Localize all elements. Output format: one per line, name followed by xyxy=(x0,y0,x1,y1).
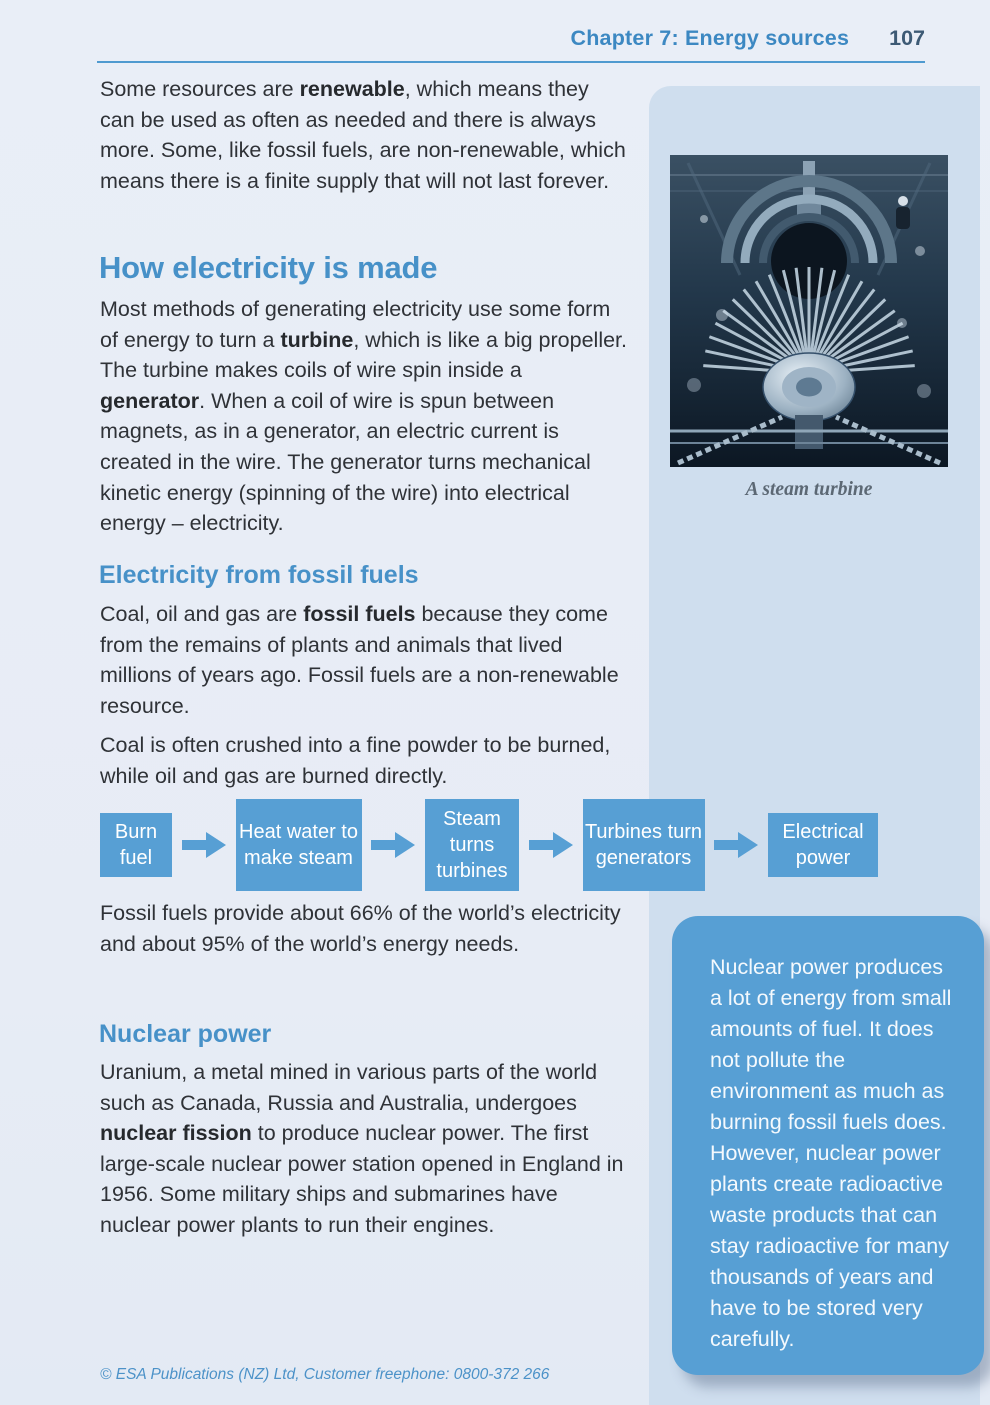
body-text: . When a coil of wire is spun between magnets, as in a generator, an electric current is created in the wire. The generator turns mechanical kinetic energy (spinning of the wire) into electrical energy – electricity. xyxy=(100,388,591,536)
arrow-right-icon xyxy=(182,832,226,858)
body-text: Most methods of generating electricity use some form of energy to turn a xyxy=(100,297,611,352)
flow-diagram xyxy=(100,799,878,891)
page-header xyxy=(97,26,925,51)
steam-turbine-photo xyxy=(670,155,948,467)
keyword-nuclear-fission: nuclear fission xyxy=(100,1121,252,1146)
fossil-paragraph-1 xyxy=(100,599,632,721)
body-text: because they come from the remains of plants and animals that lived millions of years ago. Fossil fuels are a non-renewable resource. xyxy=(100,602,619,718)
flow-step-label: Electrical power xyxy=(782,821,864,869)
flow-step-electrical-power xyxy=(768,813,878,877)
body-text: , which is like a big propeller. The turbine makes coils of wire spin inside a xyxy=(100,327,628,383)
keyword-turbine: turbine xyxy=(280,327,354,352)
page-number: 107 xyxy=(889,26,925,50)
arrow-right-icon xyxy=(714,832,758,858)
flow-step-burn-fuel xyxy=(100,813,172,877)
body-text: Coal, oil and gas are xyxy=(100,602,304,626)
fossil-paragraph-2: Coal is often crushed into a fine powder to be burned, while oil and gas are burned directly. xyxy=(100,733,611,788)
section-heading-nuclear: Nuclear power xyxy=(99,1020,272,1048)
intro-paragraph xyxy=(100,74,627,196)
intro-text: Some resources are xyxy=(100,77,300,101)
fossil-stats-paragraph: Fossil fuels provide about 66% of the world’s electricity and about 95% of the world’s energy needs. xyxy=(100,901,621,956)
keyword-renewable: renewable xyxy=(299,77,405,101)
arrow-right-icon xyxy=(371,832,415,858)
callout-text: Nuclear power produces a lot of energy from small amounts of fuel. It does not pollute the environment as much as burning fossil fuels does. However, nuclear power plants create radioactive waste products that can stay radioactive for many thousands of years and have to be stored very carefully. xyxy=(710,955,952,1351)
header-rule xyxy=(97,61,925,63)
nuclear-callout-box xyxy=(672,916,984,1375)
photo-caption: A steam turbine xyxy=(745,479,873,500)
chapter-title: Chapter 7: Energy sources xyxy=(570,26,850,50)
keyword-generator: generator xyxy=(100,388,200,413)
body-text: Uranium, a metal mined in various parts of the world such as Canada, Russia and Australia, undergoes xyxy=(100,1060,598,1115)
flow-step-label: Steam turns turbines xyxy=(436,808,508,882)
electricity-paragraph xyxy=(100,294,627,539)
section-heading-electricity: How electricity is made xyxy=(99,250,438,285)
flow-step-steam-turbines xyxy=(425,799,519,891)
flow-step-label: Turbines turn generators xyxy=(584,821,703,869)
flow-step-heat-water xyxy=(236,799,362,891)
section-heading-fossil-fuels: Electricity from fossil fuels xyxy=(99,561,419,589)
nuclear-paragraph xyxy=(100,1057,627,1241)
publisher-footer: © ESA Publications (NZ) Ltd, Customer freephone: 0800-372 266 xyxy=(100,1366,550,1383)
body-text: to produce nuclear power. The first large-scale nuclear power station opened in England in 1956. Some military ships and submarines have nuclear power plants to run their engines. xyxy=(100,1121,624,1237)
intro-text: , which means they can be used as often as needed and there is always more. Some, like fossil fuels, are non-renewable, which means there is a finite supply that will not last forever. xyxy=(100,77,626,193)
keyword-fossil-fuels: fossil fuels xyxy=(303,602,416,626)
flow-step-label: Burn fuel xyxy=(114,821,158,869)
flow-step-turbines-generators xyxy=(583,799,705,891)
flow-step-label: Heat water to make steam xyxy=(239,821,358,869)
arrow-right-icon xyxy=(529,832,573,858)
